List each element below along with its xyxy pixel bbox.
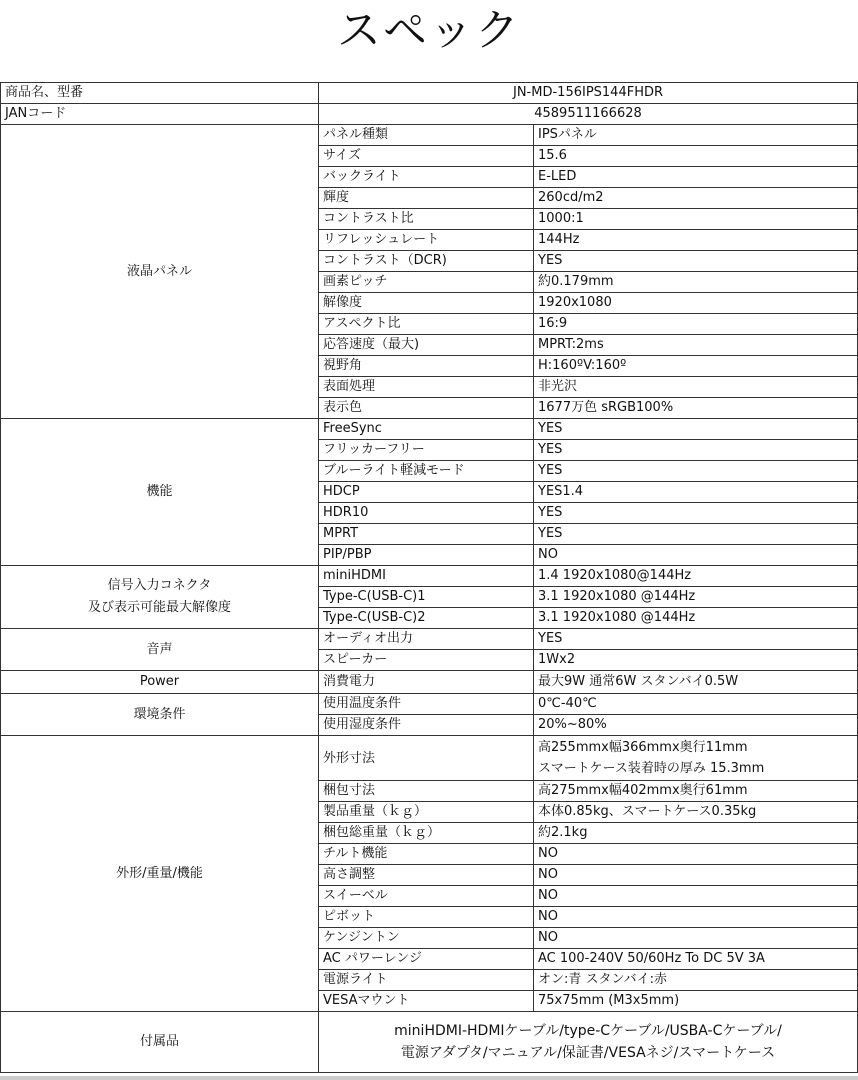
- spec-label: ブルーライト軽減モード: [319, 461, 534, 482]
- spec-label: AC パワーレンジ: [319, 949, 534, 970]
- spec-label: 応答速度（最大): [319, 335, 534, 356]
- spec-value: 非光沢: [534, 377, 858, 398]
- category-cell: 信号入力コネクタ 及び表示可能最大解像度: [1, 566, 319, 629]
- spec-value: YES: [534, 419, 858, 440]
- spec-label: オーディオ出力: [319, 629, 534, 650]
- spec-value: 約0.179mm: [534, 272, 858, 293]
- spec-label: HDCP: [319, 482, 534, 503]
- table-row: [1, 83, 858, 104]
- spec-label: 梱包寸法: [319, 781, 534, 802]
- spec-label: 製品重量（ｋｇ）: [319, 802, 534, 823]
- spec-label: パネル種類: [319, 125, 534, 146]
- spec-value: 3.1 1920x1080 @144Hz: [534, 608, 858, 629]
- spec-label: 梱包総重量（ｋｇ）: [319, 823, 534, 844]
- spec-value: NO: [534, 886, 858, 907]
- spec-value: YES1.4: [534, 482, 858, 503]
- spec-value: 1Wx2: [534, 650, 858, 671]
- spec-label: miniHDMI: [319, 566, 534, 587]
- accessories-value: miniHDMI-HDMIケーブル/type-Cケーブル/USBA-Cケーブル/ 電源アダプタ/マニュアル/保証書/VESAネジ/スマートケース: [319, 1012, 858, 1073]
- spec-label: コントラスト比: [319, 209, 534, 230]
- spec-value: NO: [534, 844, 858, 865]
- spec-label: 画素ピッチ: [319, 272, 534, 293]
- category-cell: 環境条件: [1, 694, 319, 736]
- spec-label: ピボット: [319, 907, 534, 928]
- spec-value: 260cd/m2: [534, 188, 858, 209]
- spec-label: 解像度: [319, 293, 534, 314]
- row-label: JANコード: [1, 104, 319, 125]
- category-cell: 機能: [1, 419, 319, 566]
- spec-value: 1.4 1920x1080@144Hz: [534, 566, 858, 587]
- table-row: [1, 629, 858, 650]
- spec-value: 16:9: [534, 314, 858, 335]
- spec-label: チルト機能: [319, 844, 534, 865]
- table-row: [1, 125, 858, 146]
- spec-value: YES: [534, 251, 858, 272]
- spec-value: YES: [534, 440, 858, 461]
- spec-label: MPRT: [319, 524, 534, 545]
- spec-label: VESAマウント: [319, 991, 534, 1012]
- spec-value: NO: [534, 865, 858, 886]
- spec-value: 高255mmx幅366mmx奥行11mm スマートケース装着時の厚み 15.3mm: [534, 736, 858, 781]
- bottom-bar: [0, 1076, 858, 1080]
- table-row: [1, 419, 858, 440]
- spec-label: Type-C(USB-C)2: [319, 608, 534, 629]
- spec-value: NO: [534, 907, 858, 928]
- spec-value: 1000:1: [534, 209, 858, 230]
- spec-value: 1920x1080: [534, 293, 858, 314]
- spec-value: 最大9W 通常6W スタンバイ0.5W: [534, 671, 858, 694]
- category-cell: Power: [1, 671, 319, 694]
- table-row: [1, 566, 858, 587]
- spec-value: E-LED: [534, 167, 858, 188]
- table-row: [1, 694, 858, 715]
- spec-label: 輝度: [319, 188, 534, 209]
- spec-label: フリッカーフリー: [319, 440, 534, 461]
- spec-value: MPRT:2ms: [534, 335, 858, 356]
- spec-value: IPSパネル: [534, 125, 858, 146]
- spec-label: HDR10: [319, 503, 534, 524]
- spec-label: 高さ調整: [319, 865, 534, 886]
- spec-label: サイズ: [319, 146, 534, 167]
- category-cell: 外形/重量/機能: [1, 736, 319, 1012]
- table-row: [1, 1012, 858, 1073]
- spec-value: NO: [534, 545, 858, 566]
- spec-label: 使用温度条件: [319, 694, 534, 715]
- spec-value: YES: [534, 629, 858, 650]
- row-value: JN-MD-156IPS144FHDR: [319, 83, 858, 104]
- category-cell: 液晶パネル: [1, 125, 319, 419]
- spec-value: NO: [534, 928, 858, 949]
- spec-value: AC 100-240V 50/60Hz To DC 5V 3A: [534, 949, 858, 970]
- spec-value: YES: [534, 524, 858, 545]
- spec-value: 144Hz: [534, 230, 858, 251]
- spec-value: YES: [534, 503, 858, 524]
- spec-table: [0, 82, 858, 1073]
- category-cell: 音声: [1, 629, 319, 671]
- spec-label: Type-C(USB-C)1: [319, 587, 534, 608]
- spec-label: 消費電力: [319, 671, 534, 694]
- spec-label: リフレッシュレート: [319, 230, 534, 251]
- spec-label: FreeSync: [319, 419, 534, 440]
- spec-label: 表面処理: [319, 377, 534, 398]
- row-value: 4589511166628: [319, 104, 858, 125]
- table-row: [1, 671, 858, 694]
- spec-label: コントラスト（DCR): [319, 251, 534, 272]
- spec-label: 電源ライト: [319, 970, 534, 991]
- table-row: [1, 736, 858, 781]
- row-label: 商品名、型番: [1, 83, 319, 104]
- page-title: スペック: [337, 5, 521, 56]
- spec-value: 3.1 1920x1080 @144Hz: [534, 587, 858, 608]
- spec-label: 視野角: [319, 356, 534, 377]
- spec-label: 外形寸法: [319, 736, 534, 781]
- spec-label: スピーカー: [319, 650, 534, 671]
- spec-label: ケンジントン: [319, 928, 534, 949]
- spec-value: オン:青 スタンバイ:赤: [534, 970, 858, 991]
- table-row: [1, 104, 858, 125]
- spec-label: 表示色: [319, 398, 534, 419]
- accessories-label: 付属品: [1, 1012, 319, 1073]
- spec-value: 75x75mm (M3x5mm): [534, 991, 858, 1012]
- spec-value: 1677万色 sRGB100%: [534, 398, 858, 419]
- spec-value: 15.6: [534, 146, 858, 167]
- spec-value: 約2.1kg: [534, 823, 858, 844]
- spec-label: アスペクト比: [319, 314, 534, 335]
- spec-value: 高275mmx幅402mmx奥行61mm: [534, 781, 858, 802]
- spec-value: 20%~80%: [534, 715, 858, 736]
- spec-value: YES: [534, 461, 858, 482]
- spec-label: スイーベル: [319, 886, 534, 907]
- spec-value: 0℃-40℃: [534, 694, 858, 715]
- spec-value: H:160ºV:160º: [534, 356, 858, 377]
- spec-label: PIP/PBP: [319, 545, 534, 566]
- spec-value: 本体0.85kg、スマートケース0.35kg: [534, 802, 858, 823]
- spec-label: 使用湿度条件: [319, 715, 534, 736]
- spec-label: バックライト: [319, 167, 534, 188]
